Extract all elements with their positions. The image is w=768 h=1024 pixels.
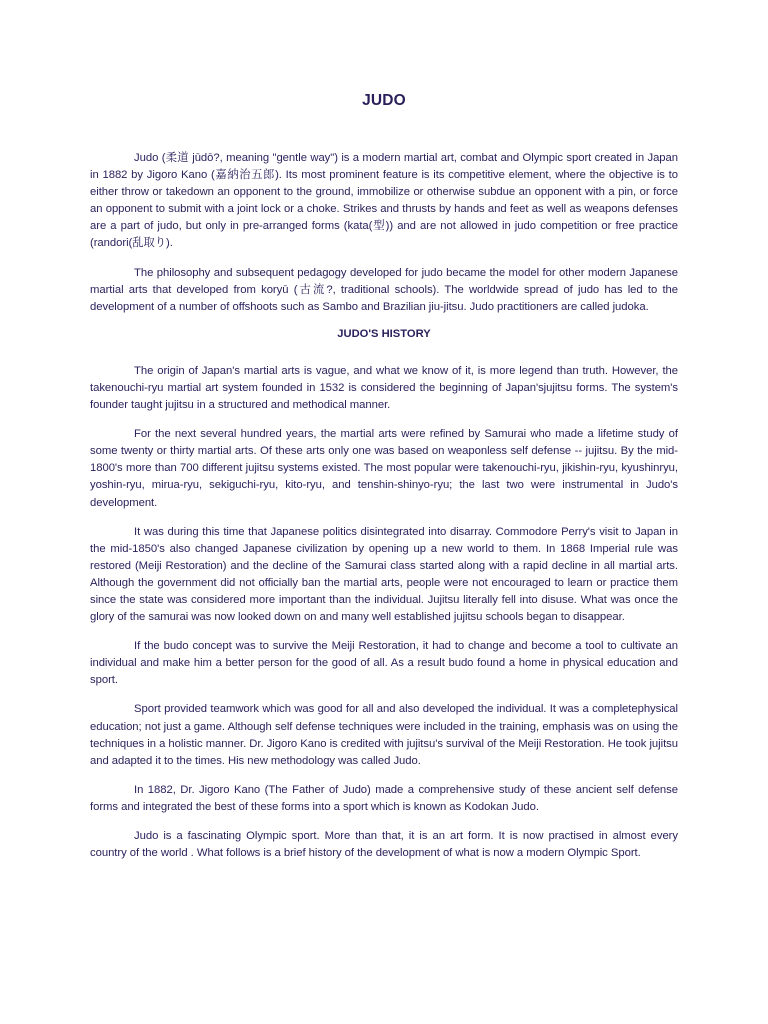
history-paragraph-2: For the next several hundred years, the martial arts were refined by Samurai who made a lifetime study of some twenty or thirty martial arts. Of these arts only one was based on weaponless self defense -- jujitsu. By the mid-1800's more than 700 different jujitsu systems existed. The most popular were takenouchi-ryu, jikishin-ryu, kyushinryu, yoshin-ryu, mirua-ryu, sekiguchi-ryu, kito-ryu, and tenshin-shinyo-ryu; the last two were instrumental in Judo's development. xyxy=(90,428,678,509)
document-page xyxy=(90,92,678,874)
history-paragraph-4: If the budo concept was to survive the Meiji Restoration, it had to change and become a tool to cultivate an individual and make him a better person for the good of all. As a result budo found a home in physical education and sport. xyxy=(90,640,678,687)
history-paragraph-7: Judo is a fascinating Olympic sport. More than that, it is an art form. It is now practised in almost every country of the world . What follows is a brief history of the development of what is now a modern Olympic Sport. xyxy=(90,830,678,860)
history-paragraph-1: The origin of Japan's martial arts is vague, and what we know of it, is more legend than truth. However, the takenouchi-ryu martial art system founded in 1532 is considered the beginning of Japan'sjujitsu forms. The system's founder taught jujitsu in a structured and methodical manner. xyxy=(90,364,678,412)
intro-paragraph-1: Judo (柔道 jūdō?, meaning "gentle way") is a modern martial art, combat and Olympic sport created in Japan in 1882 by Jigoro Kano (嘉納治五郎). Its most prominent feature is its competitive element, where the objective is to either throw or takedown an opponent to the ground, immobilize or otherwise subdue an opponent with a pin, or force an opponent to submit with a joint lock or a choke. Strikes and thrusts by hands and feet as well as weapons defenses are a part of judo, but only in pre-arranged forms (kata(型)) and are not allowed in judo competition or free practice (randori(乱取り). xyxy=(90,152,678,250)
history-paragraph-3: It was during this time that Japanese politics disintegrated into disarray. Commodore Perry's visit to Japan in the mid-1850's also changed Japanese civilization by opening up a new world to them. In 1868 Imperial rule was restored (Meiji Restoration) and the decline of the Samurai class started along with a rapid decline in all martial arts. Although the government did not officially ban the martial arts, people were not encouraged to learn or practice them since the state was considered more important than the individual. Jujitsu literally fell into disuse. What was once the glory of the samurai was now looked down on and many well established jujitsu schools began to disappear. xyxy=(90,525,678,624)
history-paragraph-6: In 1882, Dr. Jigoro Kano (The Father of Judo) made a comprehensive study of these ancient self defense forms and integrated the best of these forms into a sport which is known as Kodokan Judo. xyxy=(90,783,678,813)
page-title: JUDO xyxy=(362,92,406,109)
history-paragraph-5: Sport provided teamwork which was good for all and also developed the individual. It was a completephysical education; not just a game. Although self defense techniques were included in the training, emphasis was on using the techniques in a holistic manner. Dr. Jigoro Kano is credited with jujitsu's survival of the Meiji Restoration. He took jujitsu and adapted it to the times. His new methodology was called Judo. xyxy=(90,703,678,767)
intro-paragraph-2: The philosophy and subsequent pedagogy developed for judo became the model for other modern Japanese martial arts that developed from koryū (古流?, traditional schools). The worldwide spread of judo has led to the development of a number of offshoots such as Sambo and Brazilian jiu-jitsu. Judo practitioners are called judoka. xyxy=(90,266,678,313)
section-heading-history: JUDO'S HISTORY xyxy=(337,327,431,340)
